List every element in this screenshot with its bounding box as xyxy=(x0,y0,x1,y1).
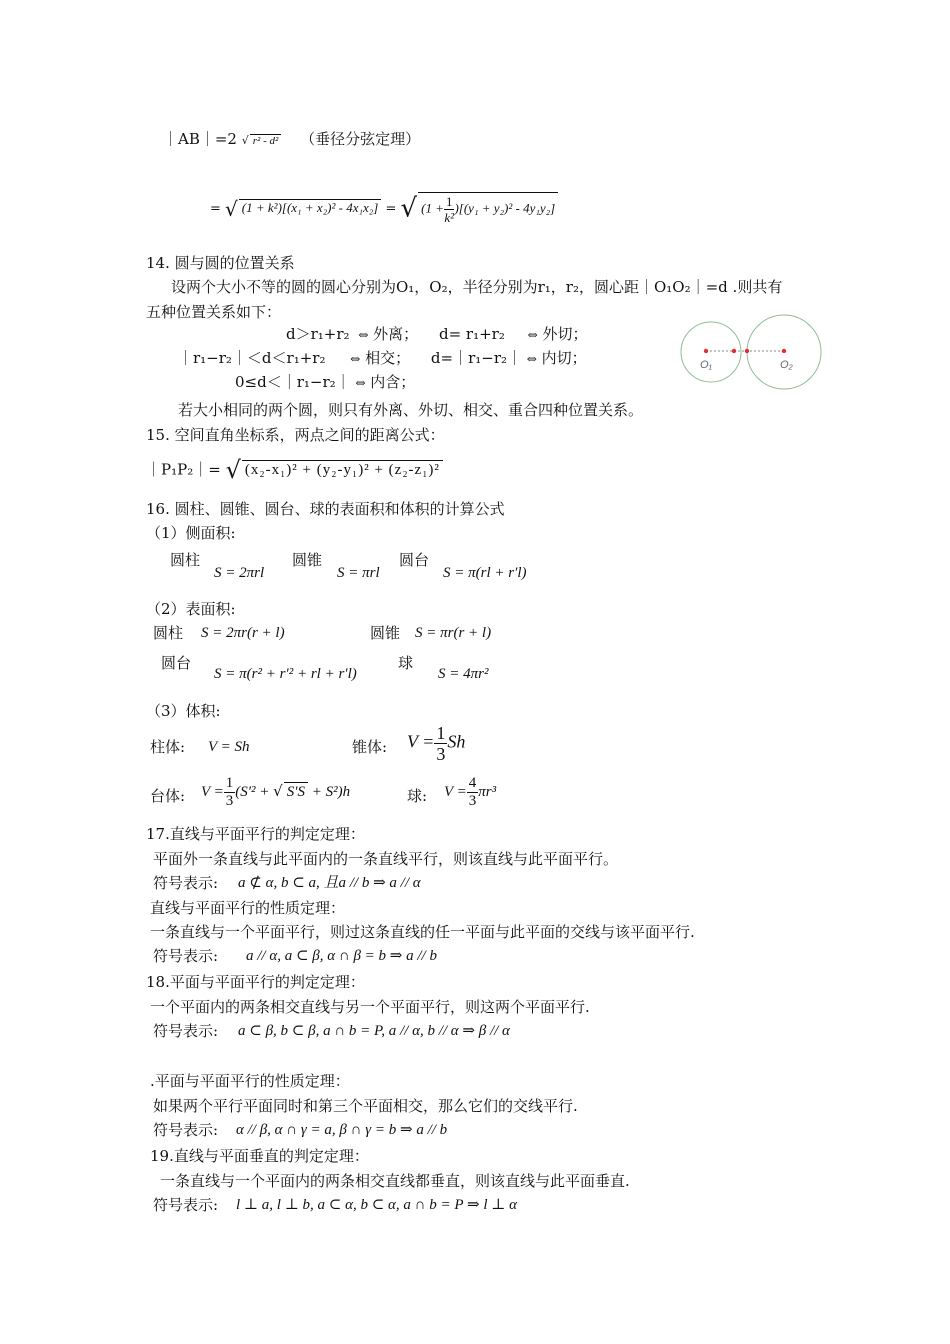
section-17-text-1: 平面外一条直线与此平面内的一条直线平行，则该直线与此平面平行。 xyxy=(153,850,619,868)
volume-cone-formula xyxy=(407,724,465,763)
lateral-cylinder-label: 圆柱 xyxy=(170,551,201,569)
center-dot-o2 xyxy=(782,349,786,353)
surface-sphere-label: 球 xyxy=(398,654,414,672)
lateral-cone-formula: S = πrl xyxy=(337,565,380,581)
tangent-dot-1 xyxy=(732,349,736,353)
relation-row-3 xyxy=(235,373,415,391)
frac-num: 1 xyxy=(445,194,453,209)
label-o2: O₂ xyxy=(780,359,793,371)
section-17-symbol-1: a ⊄ α, b ⊂ a, 且a // b ⇒ a // α xyxy=(238,875,421,891)
expr-part: )[(y₁ + y₂)² - 4y₁y₂] xyxy=(454,200,556,216)
relation-row-1 xyxy=(286,325,587,343)
volume-sphere-label: 球: xyxy=(407,787,428,805)
volume-frustum-label: 台体: xyxy=(150,787,186,805)
section-17-title: 17.直线与平面平行的判定定理： xyxy=(146,825,365,843)
formula-part: (S′² + xyxy=(235,783,274,800)
two-circles-figure xyxy=(676,312,826,394)
surface-cone-label: 圆锥 xyxy=(370,624,401,642)
section-16-title: 16. 圆柱、圆锥、圆台、球的表面积和体积的计算公式 xyxy=(146,500,505,518)
surface-sphere-formula: S = 4πr² xyxy=(438,666,489,682)
volume-cylinder-label: 柱体: xyxy=(150,738,186,756)
section-18-symbol-2: α // β, α ∩ γ = a, β ∩ γ = b ⇒ a // b xyxy=(236,1122,448,1138)
equiv-symbol: ⇔ xyxy=(527,328,538,342)
expansion-x-expr: (1 + k²)[(x₁ + x₂)² - 4x₁x₂] xyxy=(239,199,382,216)
relation: 相交； xyxy=(365,349,411,367)
section-17-symbol-label-2: 符号表示: xyxy=(153,947,219,965)
section-18-title: 18.平面与平面平行的判定定理： xyxy=(146,973,365,991)
expansion-y-expr xyxy=(418,192,558,224)
frac-den: 3 xyxy=(468,793,477,809)
surface-cylinder-formula: S = 2πr(r + l) xyxy=(201,625,285,641)
lateral-cone-label: 圆锥 xyxy=(292,551,323,569)
frac-den: k² xyxy=(444,210,455,225)
relation: 外离； xyxy=(373,325,419,343)
formula-part: + S²)h xyxy=(308,783,351,800)
volume-frustum-formula: V = $\frac{1}{3}$ (S′² + √ S′S + S²)h xyxy=(201,775,351,809)
lateral-frustum-label: 圆台 xyxy=(399,551,430,569)
relation-row-2 xyxy=(178,349,587,367)
formula-part: V = xyxy=(201,783,224,800)
equiv-symbol: ⇔ xyxy=(350,352,361,366)
chord-length-formula: ｜AB｜=2 √ r² - d² （垂径分弦定理） xyxy=(163,130,421,148)
section-18-symbol-1: a ⊂ β, b ⊂ β, a ∩ b = P, a // α, b // α ⇒ β // α xyxy=(238,1023,510,1039)
distance-lhs: ｜P₁P₂｜= xyxy=(146,460,221,479)
condition: 0≤d＜｜r₁−r₂｜ xyxy=(235,373,351,391)
section-19-symbol-1: l ⊥ a, l ⊥ b, a ⊂ α, b ⊂ α, a ∩ b = P ⇒ l ⊥ α xyxy=(236,1197,517,1213)
surface-cone-formula: S = πr(r + l) xyxy=(415,625,492,641)
relation: 内含； xyxy=(370,373,416,391)
section-17-symbol-label-1: 符号表示: xyxy=(153,874,219,892)
surface-area-heading: （2）表面积: xyxy=(146,600,236,618)
section-14-intro-2: 五种位置关系如下： xyxy=(146,303,282,321)
condition: d= r₁+r₂ xyxy=(438,325,505,343)
chord-theorem-note: （垂径分弦定理） xyxy=(300,130,421,148)
relation: 内切； xyxy=(541,349,587,367)
equiv-symbol: ⇔ xyxy=(358,328,369,342)
ab-prefix: ｜AB｜=2 xyxy=(163,130,237,148)
volume-cone-label: 锥体: xyxy=(352,738,388,756)
surface-cylinder-label: 圆柱 xyxy=(153,624,184,642)
distance-formula: ｜P₁P₂｜= √ (x₂-x₁)² + (y₂-y₁)² + (z₂-z₁)² xyxy=(146,456,443,485)
equals-sign: = xyxy=(210,201,221,217)
equiv-symbol: ⇔ xyxy=(526,352,537,366)
frac-den: 3 xyxy=(225,793,234,809)
formula-part: Sh xyxy=(447,731,466,752)
lateral-cylinder-formula: S = 2πrl xyxy=(214,565,265,581)
lateral-area-heading: （1）侧面积: xyxy=(146,524,236,542)
frac-num: 1 xyxy=(436,723,446,743)
formula-part: πr³ xyxy=(478,783,497,800)
section-18-text-1: 一个平面内的两条相交直线与另一个平面平行，则这两个平面平行. xyxy=(150,998,590,1016)
section-17-text-2: 一条直线与一个平面平行，则过这条直线的任一平面与此平面的交线与该平面平行. xyxy=(150,923,695,941)
formula-part: V = xyxy=(444,783,467,800)
relation: 外切； xyxy=(542,325,588,343)
formula-part: V = xyxy=(407,731,435,752)
surface-frustum-label: 圆台 xyxy=(161,654,192,672)
section-14-title: 14. 圆与圆的位置关系 xyxy=(146,254,295,272)
expr-part: (1 + xyxy=(421,200,444,216)
tangent-dot-2 xyxy=(745,349,749,353)
volume-cylinder-formula: V = Sh xyxy=(208,739,250,755)
section-18-property-title: .平面与平面平行的性质定理： xyxy=(150,1072,350,1090)
section-19-title: 19.直线与平面垂直的判定定理： xyxy=(150,1147,369,1165)
volume-sphere-formula xyxy=(444,776,496,809)
radicand: S′S xyxy=(284,782,308,801)
condition: d＞r₁+r₂ xyxy=(286,325,350,343)
chord-radicand: r² - d² xyxy=(250,134,282,148)
lateral-frustum-formula: S = π(rl + r′l) xyxy=(443,565,527,581)
condition: ｜r₁−r₂｜＜d＜r₁+r₂ xyxy=(178,349,326,367)
section-15-title: 15. 空间直角坐标系，两点之间的距离公式： xyxy=(146,426,445,444)
equals-sign: = xyxy=(385,201,397,217)
volume-heading: （3）体积: xyxy=(146,702,221,720)
frac-num: 1 xyxy=(225,775,234,791)
center-dot-o1 xyxy=(704,349,708,353)
section-14-intro-1: 设两个大小不等的圆的圆心分别为O₁，O₂，半径分别为r₁，r₂，圆心距｜O₁O₂｜=d .则共有 xyxy=(171,278,783,296)
distance-radicand: (x₂-x₁)² + (y₂-y₁)² + (z₂-z₁)² xyxy=(242,460,443,479)
frac-num: 4 xyxy=(468,775,477,791)
section-17-symbol-2: a // α, a ⊂ β, α ∩ β = b ⇒ a // b xyxy=(246,948,437,964)
section-17-property-title: 直线与平面平行的性质定理： xyxy=(150,899,346,917)
section-19-text-1: 一条直线与一个平面内的两条相交直线都垂直，则该直线与此平面垂直. xyxy=(160,1172,630,1190)
frac-den: 3 xyxy=(436,744,446,764)
section-18-text-2: 如果两个平行平面同时和第三个平面相交，那么它们的交线平行. xyxy=(153,1097,578,1115)
section-14-note: 若大小相同的两个圆，则只有外离、外切、相交、重合四种位置关系。 xyxy=(178,401,644,419)
section-19-symbol-label-1: 符号表示: xyxy=(153,1196,219,1214)
section-18-symbol-label-2: 符号表示: xyxy=(153,1121,219,1139)
condition: d=｜r₁−r₂｜ xyxy=(430,349,523,367)
equiv-symbol: ⇔ xyxy=(355,376,366,390)
label-o1: O₁ xyxy=(700,359,713,371)
surface-frustum-formula: S = π(r² + r′² + rl + r′l) xyxy=(214,666,357,682)
section-18-symbol-label-1: 符号表示: xyxy=(153,1022,219,1040)
circle-o1 xyxy=(681,322,741,382)
chord-length-expansion: = √ (1 + k²)[(x₁ + x₂)² - 4x₁x₂] = √ (1 + $\frac{1}{\text{k²}}$ )[(y₁ + y₂)² - 4y₁y₂] xyxy=(210,192,558,225)
